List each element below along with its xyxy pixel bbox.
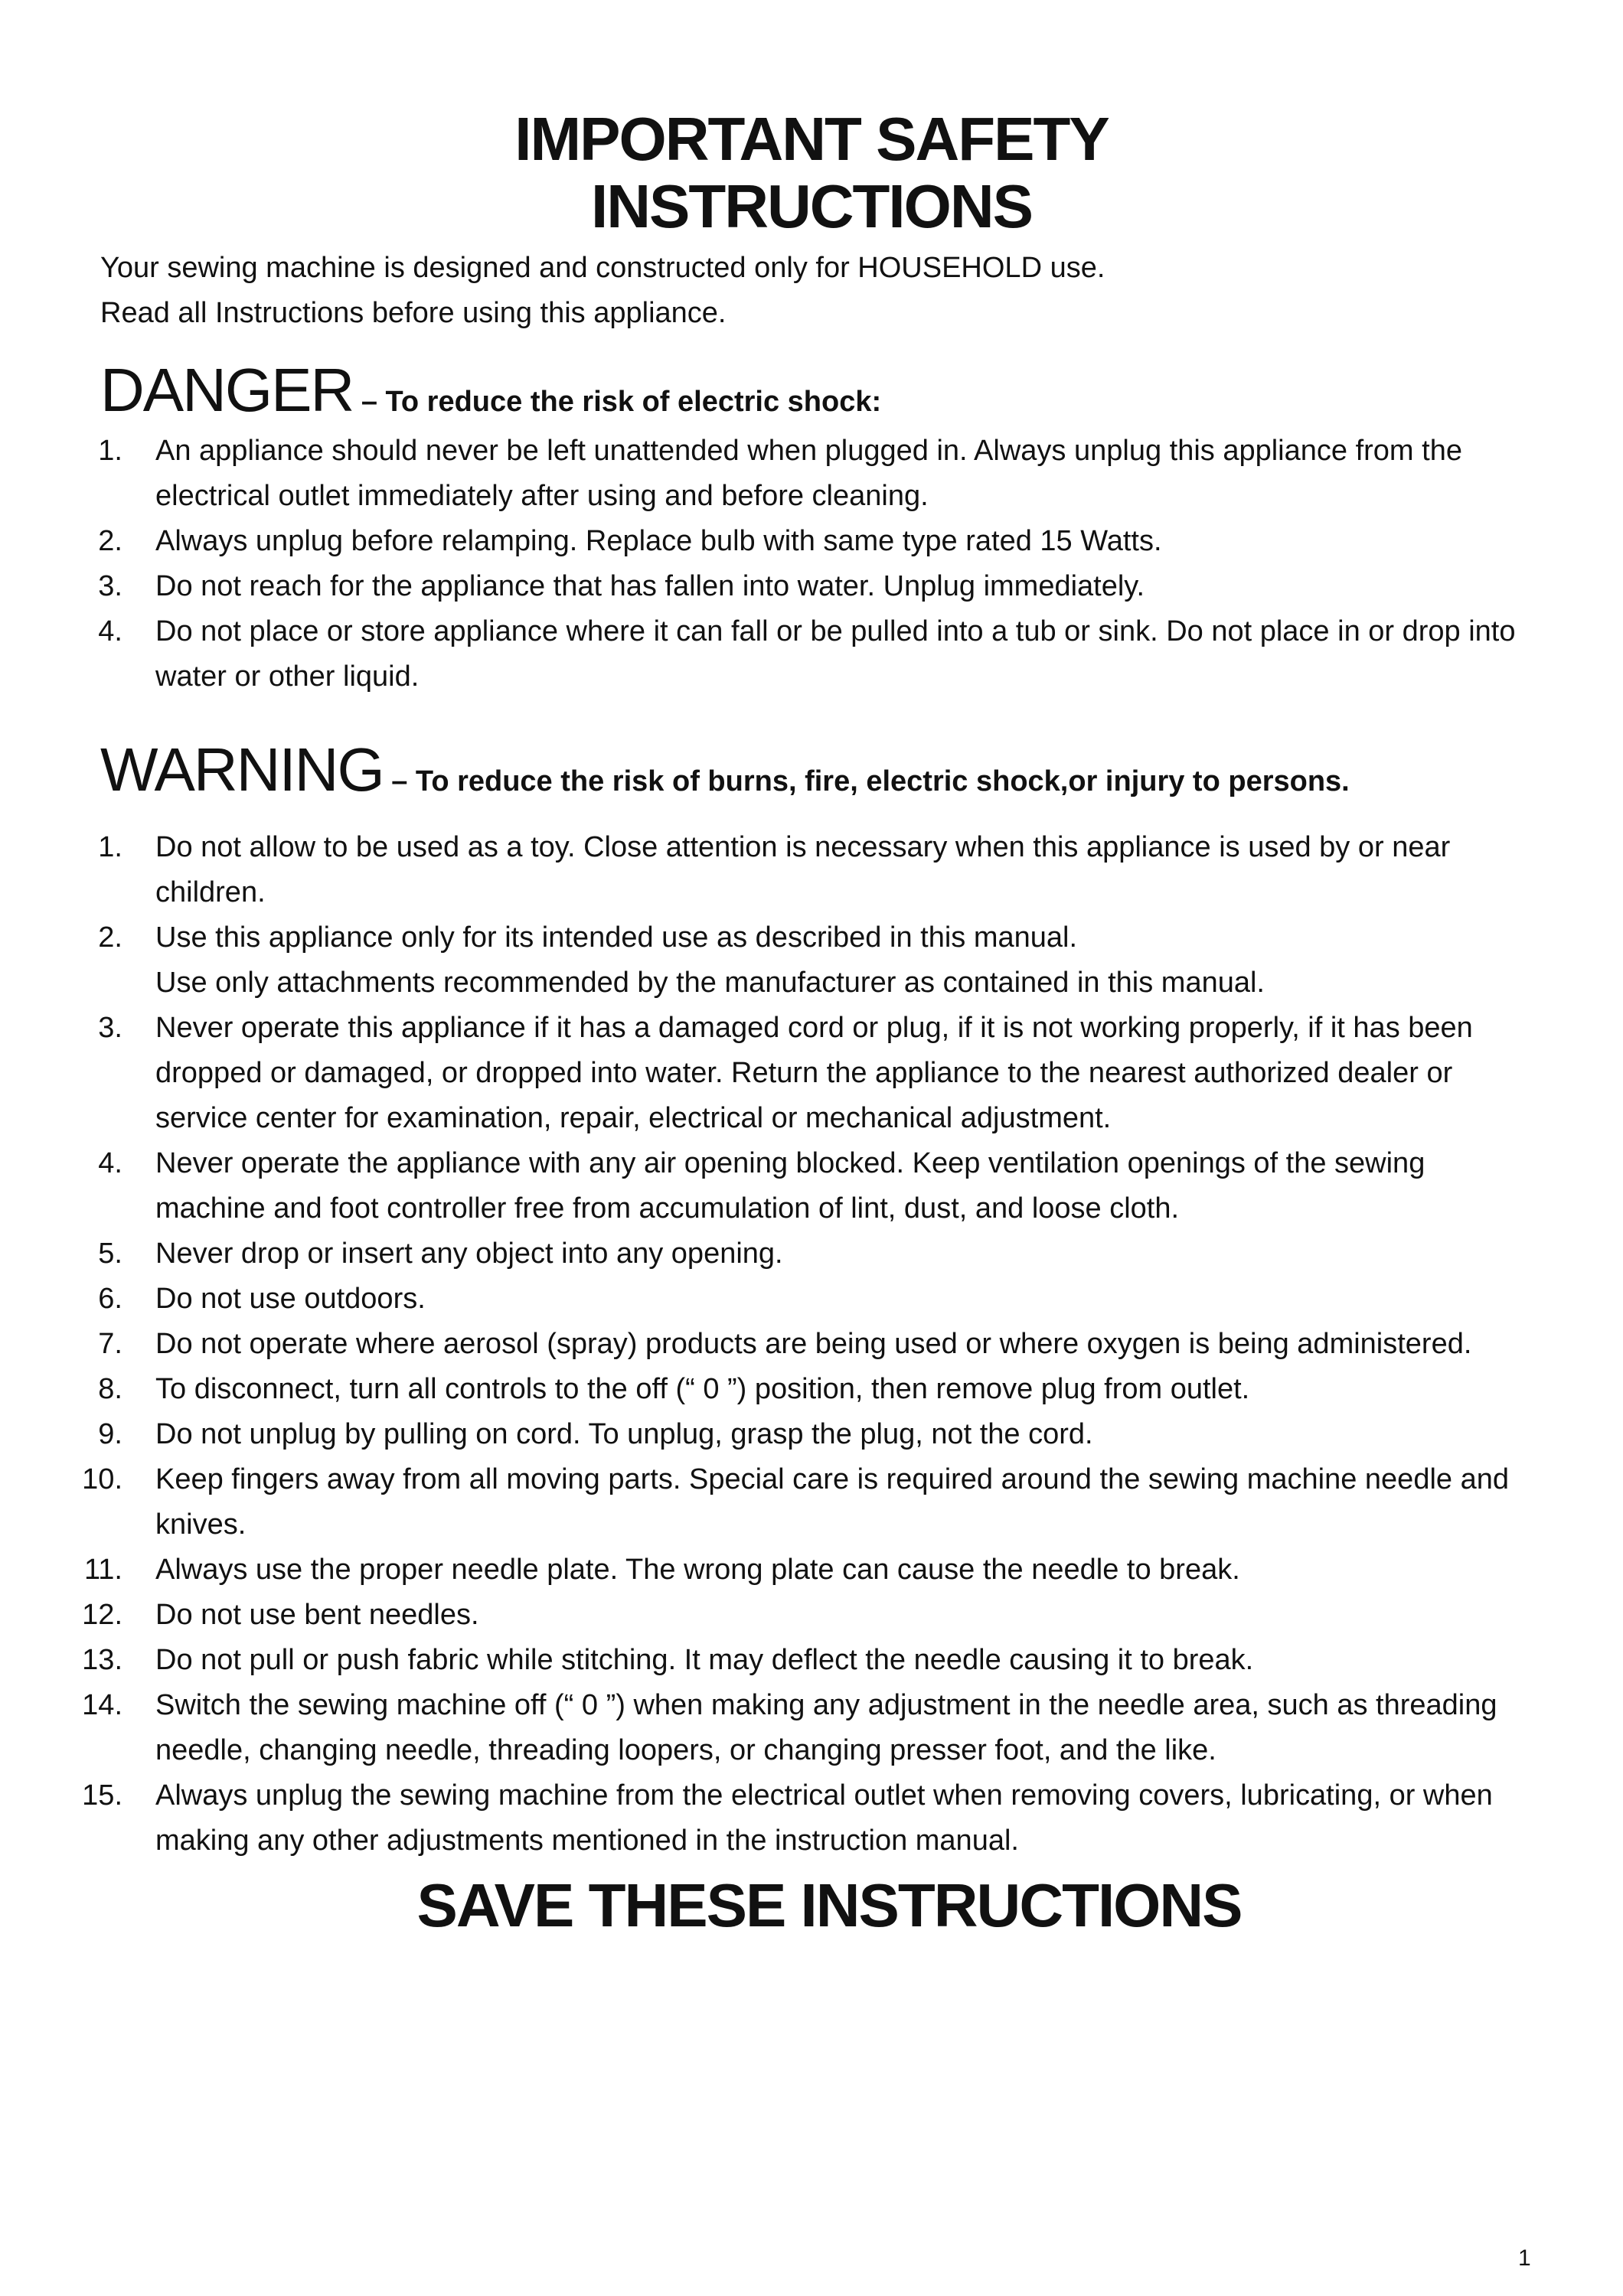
warning-item-11 [0,1548,1623,1593]
warning-item-5 [0,1231,1623,1277]
item-text: Always unplug the sewing machine from the electrical outlet when removing covers, lubricating, or when making any other adjustments mentioned in the instruction manual. [155,1779,1493,1857]
item-text: Switch the sewing machine off (“ 0 ”) when making any adjustment in the needle area, such as threading needle, changing needle, threading loopers, or changing presser foot, and the like. [155,1689,1497,1766]
item-number: 2. [98,525,122,557]
warning-item-1 [0,825,1623,915]
item-text: Do not allow to be used as a toy. Close attention is necessary when this appliance is used by or near children. [155,831,1451,908]
item-text: Do not use outdoors. [155,1283,426,1315]
page-title-line-2: INSTRUCTIONS [591,172,1032,240]
item-number: 4. [98,1147,122,1179]
item-number: 14. [82,1689,122,1721]
item-text: Do not place or store appliance where it can fall or be pulled into a tub or sink. Do not place in or drop into water or other liquid. [155,615,1516,693]
warning-label: WARNING [100,735,384,804]
intro-read-instructions: Read all Instructions before using this appliance. [100,297,727,329]
item-number: 8. [98,1373,122,1405]
item-number: 1. [98,831,122,863]
item-number: 4. [98,615,122,647]
item-text-continued: Use only attachments recommended by the manufacturer as contained in this manual. [155,967,1265,999]
item-text: Never operate this appliance if it has a damaged cord or plug, if it is not working properly, if it has been dropped or damaged, or dropped into water. Return the appliance to the nearest authorized dealer or service center for examination, repair, electrical or mechanical adjustment. [155,1012,1473,1134]
warning-item-15 [0,1773,1623,1864]
item-text: Do not operate where aerosol (spray) products are being used or where oxygen is being administered. [155,1328,1472,1360]
danger-item-3 [0,564,1623,609]
item-text: Use this appliance only for its intended use as described in this manual. [155,921,1078,954]
item-text: Do not pull or push fabric while stitching. It may deflect the needle causing it to break. [155,1644,1254,1676]
danger-list [0,429,1623,700]
save-instructions-heading: SAVE THESE INSTRUCTIONS [416,1871,1242,1939]
item-number: 3. [98,570,122,602]
danger-item-1 [0,429,1623,519]
warning-item-2 [0,915,1623,1006]
intro-household-use: Your sewing machine is designed and constructed only for HOUSEHOLD use. [100,252,1105,284]
item-text: Never drop or insert any object into any opening. [155,1238,783,1270]
item-number: 3. [98,1012,122,1044]
item-text: Always use the proper needle plate. The wrong plate can cause the needle to break. [155,1554,1240,1586]
item-number: 2. [98,921,122,954]
item-number: 11. [83,1554,122,1586]
danger-subheading: – To reduce the risk of electric shock: [353,386,882,418]
warning-item-10 [0,1457,1623,1548]
warning-item-3 [0,1006,1623,1141]
item-number: 7. [98,1328,122,1360]
item-text: An appliance should never be left unattended when plugged in. Always unplug this appliance from the electrical outlet immediately after using and before cleaning. [155,435,1462,512]
item-number: 1. [98,435,122,467]
item-number: 15. [82,1779,122,1812]
warning-item-7 [0,1322,1623,1367]
item-text: Do not reach for the appliance that has fallen into water. Unplug immediately. [155,570,1145,602]
danger-label: DANGER [100,356,354,424]
danger-item-4 [0,609,1623,700]
item-text: Keep fingers away from all moving parts. Special care is required around the sewing machine needle and knives. [155,1463,1509,1541]
warning-item-8 [0,1367,1623,1412]
item-number: 5. [98,1238,122,1270]
warning-item-6 [0,1277,1623,1322]
warning-item-14 [0,1683,1623,1773]
danger-item-2 [0,519,1623,564]
item-text: To disconnect, turn all controls to the off (“ 0 ”) position, then remove plug from outlet. [155,1373,1250,1405]
item-text: Always unplug before relamping. Replace bulb with same type rated 15 Watts. [155,525,1162,557]
warning-heading [100,736,1350,804]
warning-item-4 [0,1141,1623,1231]
item-number: 10. [82,1463,122,1495]
item-number: 13. [82,1644,122,1676]
warning-list [0,825,1623,1864]
warning-item-13 [0,1638,1623,1683]
page-title-line-1: IMPORTANT SAFETY [514,105,1109,173]
item-text: Do not use bent needles. [155,1599,479,1631]
danger-heading [100,357,881,424]
warning-item-9 [0,1412,1623,1457]
item-text: Do not unplug by pulling on cord. To unplug, grasp the plug, not the cord. [155,1418,1093,1450]
item-number: 12. [82,1599,122,1631]
item-number: 9. [98,1418,122,1450]
warning-subheading: – To reduce the risk of burns, fire, electric shock,or injury to persons. [383,765,1350,797]
page-number: 1 [1518,2245,1531,2271]
item-text: Never operate the appliance with any air opening blocked. Keep ventilation openings of the sewing machine and foot controller free from accumulation of lint, dust, and loose cloth. [155,1147,1425,1225]
warning-item-12 [0,1593,1623,1638]
item-number: 6. [98,1283,122,1315]
